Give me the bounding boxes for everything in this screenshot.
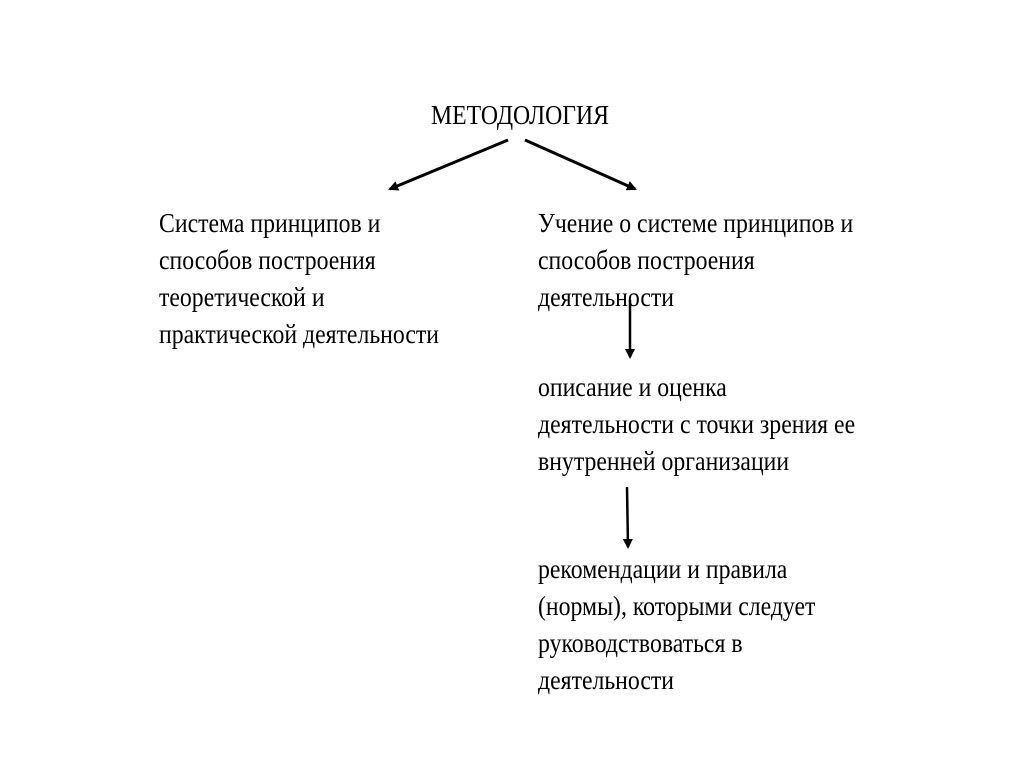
arrow-to-right-definition [525, 140, 635, 189]
recommendations-line: деятельности [538, 665, 675, 695]
arrow-to-recommendations [627, 487, 628, 547]
left-definition-node [159, 205, 439, 353]
arrow-to-left-definition [390, 140, 508, 189]
diagram-title: МЕТОДОЛОГИЯ [431, 100, 610, 130]
left-definition-line: практической деятельности [159, 319, 440, 349]
right-definition-node [538, 205, 853, 316]
left-definition-line: способов построения [159, 245, 376, 275]
recommendations-line: (нормы), которыми следует [538, 591, 816, 621]
right-definition-line: Учение о системе принципов и [538, 208, 854, 238]
right-definition-line: способов построения [538, 245, 755, 275]
left-definition-line: Система принципов и [159, 208, 381, 238]
left-definition-line: теоретической и [159, 282, 325, 312]
description-node [538, 369, 855, 480]
recommendations-node [538, 551, 815, 699]
description-line: внутренней организации [538, 446, 790, 476]
recommendations-line: рекомендации и правила [538, 554, 788, 584]
recommendations-line: руководствоваться в [538, 628, 743, 658]
description-line: описание и оценка [538, 372, 727, 402]
right-definition-line: деятельности [538, 282, 675, 312]
description-line: деятельности с точки зрения ее [538, 409, 856, 439]
